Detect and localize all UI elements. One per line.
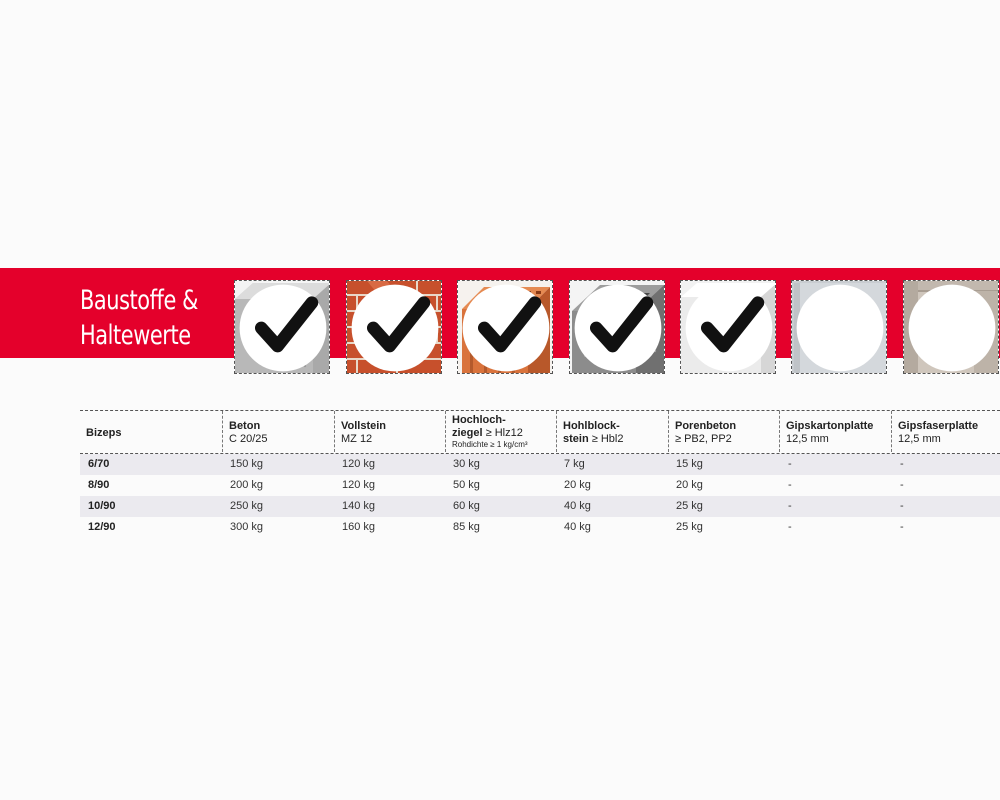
- table-row: [80, 496, 1000, 517]
- row-header-bizeps: [80, 411, 222, 452]
- col-header-title: Porenbeton: [675, 420, 737, 432]
- table-cell: -: [900, 521, 904, 533]
- checkmark-icon: [458, 281, 553, 374]
- col-header-hochlochziegel: [445, 411, 556, 452]
- col-header-gipsfaserplatte: [891, 411, 1000, 452]
- table-cell: 50 kg: [453, 479, 480, 491]
- empty-circle-icon: [792, 281, 887, 374]
- banner-title: [80, 283, 198, 353]
- checkmark-icon: [235, 281, 330, 374]
- col-header-subtitle: 12,5 mm: [898, 433, 941, 445]
- row-header-label: Bizeps: [86, 427, 122, 439]
- table-cell: 60 kg: [453, 500, 480, 512]
- table-cell: 120 kg: [342, 458, 376, 470]
- table-cell: 30 kg: [453, 458, 480, 470]
- col-header-title: Gipsfaserplatte: [898, 420, 979, 432]
- col-header-subtitle: ≥ PB2, PP2: [675, 433, 732, 445]
- table-cell: 15 kg: [676, 458, 703, 470]
- banner-title-line2: Haltewerte: [80, 320, 191, 351]
- table-cell: 160 kg: [342, 521, 376, 533]
- checkmark-icon: [681, 281, 776, 374]
- table-cell: -: [900, 500, 904, 512]
- table-cell: 40 kg: [564, 500, 591, 512]
- col-header-gipskartonplatte: [779, 411, 891, 452]
- table-header: [80, 410, 1000, 454]
- col-header-title: Beton: [229, 420, 261, 432]
- table-cell: -: [788, 521, 792, 533]
- table-cell: 7 kg: [564, 458, 585, 470]
- table-cell: 25 kg: [676, 500, 703, 512]
- col-header-beton: [222, 411, 334, 452]
- col-header-title: Hohlblock-: [563, 420, 620, 432]
- row-label: 12/90: [88, 521, 116, 533]
- material-tile-vollstein: [346, 280, 442, 374]
- row-label: 6/70: [88, 458, 110, 470]
- table-cell: 85 kg: [453, 521, 480, 533]
- table-cell: 300 kg: [230, 521, 264, 533]
- table-cell: 20 kg: [676, 479, 703, 491]
- material-tile-gipskartonplatte: [791, 280, 887, 374]
- col-header-title: Hochloch-: [452, 414, 506, 426]
- table-row: [80, 475, 1000, 496]
- row-label: 8/90: [88, 479, 110, 491]
- table-cell: 120 kg: [342, 479, 376, 491]
- table-cell: 40 kg: [564, 521, 591, 533]
- table-cell: 20 kg: [564, 479, 591, 491]
- col-header-title-cont: ziegel: [452, 427, 483, 439]
- table-cell: -: [788, 458, 792, 470]
- row-label: 10/90: [88, 500, 116, 512]
- material-tile-hohlblockstein: [569, 280, 665, 374]
- col-header-subtitle: ≥ Hbl2: [588, 433, 624, 445]
- material-tile-porenbeton: [680, 280, 776, 374]
- table-cell: 150 kg: [230, 458, 264, 470]
- table-cell: -: [788, 479, 792, 491]
- col-header-title: Gipskartonplatte: [786, 420, 874, 432]
- col-header-subtitle: C 20/25: [229, 433, 268, 445]
- table-row: [80, 517, 1000, 538]
- table-cell: 140 kg: [342, 500, 376, 512]
- col-header-subtitle: ≥ Hlz12: [482, 427, 523, 439]
- table-cell: 25 kg: [676, 521, 703, 533]
- table-cell: -: [900, 479, 904, 491]
- empty-circle-icon: [904, 281, 999, 374]
- banner-title-line1: Baustoffe &: [80, 285, 198, 316]
- table-cell: 200 kg: [230, 479, 264, 491]
- material-tile-beton: [234, 280, 330, 374]
- col-header-subtitle: 12,5 mm: [786, 433, 829, 445]
- col-header-hohlblockstein: [556, 411, 668, 452]
- material-tile-gipsfaserplatte: [903, 280, 999, 374]
- table-cell: -: [900, 458, 904, 470]
- table-row: [80, 454, 1000, 475]
- col-header-subtitle: MZ 12: [341, 433, 373, 445]
- col-header-title: Vollstein: [341, 420, 387, 432]
- col-header-vollstein: [334, 411, 445, 452]
- checkmark-icon: [570, 281, 665, 374]
- col-header-porenbeton: [668, 411, 779, 452]
- material-tile-hochlochziegel: [457, 280, 553, 374]
- table-cell: 250 kg: [230, 500, 264, 512]
- col-header-note: Rohdichte ≥ 1 kg/cm³: [452, 440, 528, 449]
- table-cell: -: [788, 500, 792, 512]
- col-header-title-cont: stein: [563, 433, 589, 445]
- checkmark-icon: [347, 281, 442, 374]
